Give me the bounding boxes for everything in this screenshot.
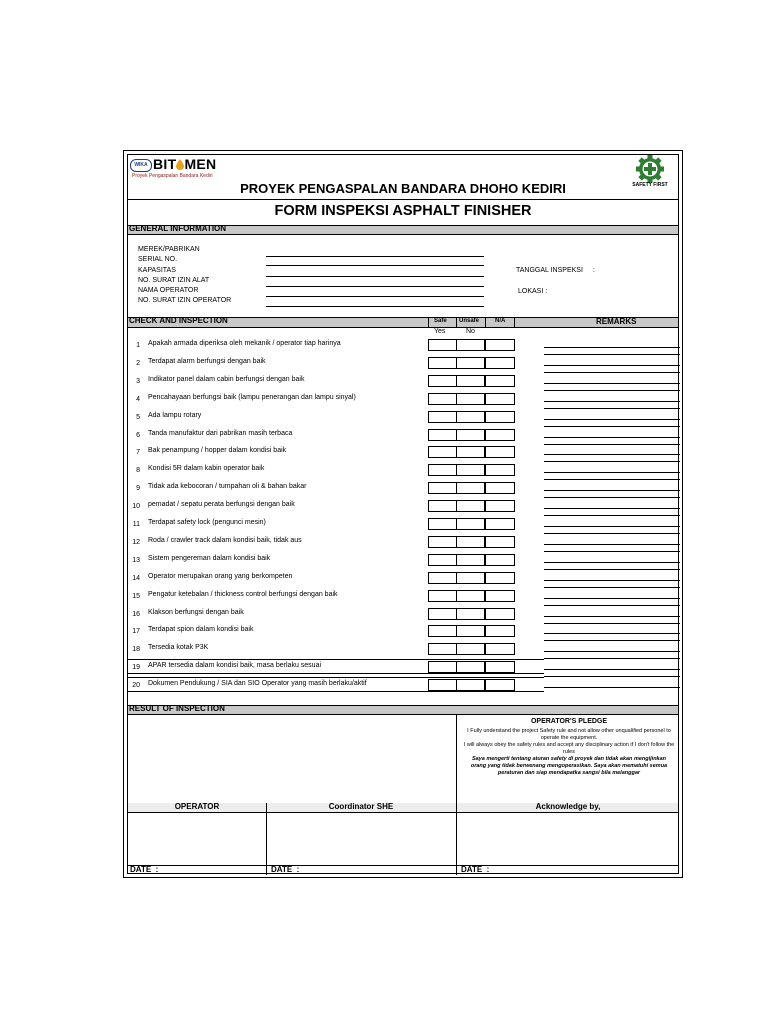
field-label-merek: MEREK/PABRIKAN	[138, 246, 200, 253]
item-text: Ada lampu rotary	[148, 411, 202, 419]
remarks-line[interactable]	[544, 479, 680, 480]
item-text: Kondisi 5R dalam kabin operator baik	[148, 465, 265, 473]
checkbox-na[interactable]	[485, 572, 515, 584]
remarks-line[interactable]	[544, 598, 680, 599]
field-line-nama-operator[interactable]	[266, 296, 484, 297]
general-information-bar	[128, 225, 678, 235]
remarks-line[interactable]	[544, 401, 680, 402]
remarks-line[interactable]	[544, 454, 680, 455]
remarks-line[interactable]	[544, 587, 680, 588]
item-text: Pengatur ketebalan / thickness control berfungsi dengan baik	[148, 590, 338, 598]
row-separator	[128, 673, 544, 674]
field-line-serial[interactable]	[266, 265, 484, 266]
checkbox-unsafe[interactable]	[456, 375, 485, 387]
operators-pledge	[458, 718, 680, 777]
checkbox-unsafe[interactable]	[456, 339, 485, 351]
checkbox-unsafe[interactable]	[456, 679, 485, 691]
item-number: 16	[132, 610, 140, 618]
item-number: 7	[136, 449, 140, 457]
field-label-nama-operator: NAMA OPERATOR	[138, 287, 199, 295]
remarks-line[interactable]	[544, 490, 680, 491]
checkbox-unsafe[interactable]	[456, 518, 485, 530]
item-number: 8	[136, 467, 140, 475]
checkbox-na[interactable]	[485, 446, 515, 458]
checkbox-na[interactable]	[485, 608, 515, 620]
checkbox-safe[interactable]	[428, 429, 457, 441]
col-unsafe-header: Unsafe	[459, 318, 480, 324]
col-safe-header: Safe	[434, 318, 447, 324]
form-title: FORM INSPEKSI ASPHALT FINISHER	[274, 203, 532, 219]
checkbox-safe[interactable]	[428, 446, 457, 458]
coordinator-date: DATE :	[271, 865, 300, 874]
checkbox-safe[interactable]	[428, 411, 457, 423]
field-line-merek[interactable]	[266, 256, 484, 257]
item-number: 12	[132, 538, 140, 546]
remarks-line[interactable]	[544, 569, 680, 570]
checkbox-na[interactable]	[485, 411, 515, 423]
checkbox-safe[interactable]	[428, 661, 457, 673]
checkbox-na[interactable]	[485, 500, 515, 512]
remarks-line[interactable]	[544, 623, 680, 624]
remarks-line[interactable]	[544, 633, 680, 634]
item-number: 3	[136, 377, 140, 385]
check-inspection-label: CHECK AND INSPECTION	[129, 316, 228, 325]
item-text: Tanda manufaktur dari pabrikan masih terbaca	[148, 429, 293, 437]
item-text: Apakah armada diperiksa oleh mekanik / operator tiap harinya	[148, 340, 341, 347]
checkbox-unsafe[interactable]	[456, 572, 485, 584]
item-number: 1	[136, 342, 140, 349]
remarks-line[interactable]	[544, 676, 680, 677]
checkbox-na[interactable]	[485, 590, 515, 602]
field-label-surat-izin-alat: NO. SURAT IZIN ALAT	[138, 276, 210, 284]
item-text: Indikator panel dalam cabin berfungsi dengan baik	[148, 375, 305, 383]
checkbox-unsafe[interactable]	[456, 411, 485, 423]
oil-drop-icon	[176, 157, 184, 168]
field-line-surat-izin-alat[interactable]	[266, 286, 484, 287]
checkbox-safe[interactable]	[428, 590, 457, 602]
remarks-line[interactable]	[544, 533, 680, 534]
remarks-line[interactable]	[544, 526, 680, 527]
checkbox-na[interactable]	[485, 679, 515, 691]
row-separator	[128, 691, 544, 692]
checkbox-unsafe[interactable]	[456, 482, 485, 494]
checkbox-unsafe[interactable]	[456, 590, 485, 602]
checkbox-na[interactable]	[485, 643, 515, 655]
item-text: Tersedia kotak P3K	[148, 644, 209, 652]
item-text: Dokumen Pendukung / SIA dan SIO Operator yang masih berlaku/aktif	[148, 680, 367, 687]
checkbox-na[interactable]	[485, 375, 515, 387]
form-inner-frame	[127, 154, 679, 874]
general-fields	[138, 246, 231, 308]
remarks-line[interactable]	[544, 497, 680, 498]
item-text: APAR tersedia dalam kondisi baik, masa berlaku sesuai	[148, 662, 322, 669]
remarks-line[interactable]	[544, 640, 680, 641]
checkbox-unsafe[interactable]	[456, 536, 485, 548]
inspection-form	[123, 150, 683, 878]
project-title: PROYEK PENGASPALAN BANDARA DHOHO KEDIRI	[240, 181, 566, 196]
pledge-english-1: I Fully understand the project Safety rule and not allow other unqualified personel to operate the equipment.	[467, 728, 671, 741]
acknowledge-date: DATE :	[461, 865, 490, 874]
remarks-line[interactable]	[544, 472, 680, 473]
remarks-line[interactable]	[544, 515, 680, 516]
pledge-indonesian: Saya mengerti tentang aturan safety di proyek dan tidak akan mengijinkan orang yang tidak berwenang mengoperasikan. Saya akan mematuhi semua peraturan dan siap mendapatka sangsi bila melanggar	[470, 756, 668, 776]
checkbox-unsafe[interactable]	[456, 625, 485, 637]
checkbox-na[interactable]	[485, 554, 515, 566]
item-text: Terdapat spion dalam kondisi baik	[148, 626, 254, 634]
check-inspection-bar	[128, 317, 678, 328]
item-number: 6	[136, 431, 140, 439]
wika-mark-icon: WIKA	[130, 159, 152, 172]
remarks-line[interactable]	[544, 508, 680, 509]
checkbox-safe[interactable]	[428, 357, 457, 369]
remarks-line[interactable]	[544, 605, 680, 606]
remarks-line[interactable]	[544, 437, 680, 438]
coordinator-signature-box[interactable]	[267, 813, 456, 863]
item-text: Pencahayaan berfungsi baik (lampu penerangan dan lampu sinyal)	[148, 393, 356, 401]
remarks-line[interactable]	[544, 390, 680, 391]
bitomen-logo	[130, 157, 230, 181]
item-text: pemadat / sepatu perata berfungsi dengan baik	[148, 501, 295, 509]
checkbox-na[interactable]	[485, 518, 515, 530]
sub-yes: Yes	[434, 328, 446, 335]
remarks-line[interactable]	[544, 347, 680, 348]
checkbox-safe[interactable]	[428, 608, 457, 620]
item-number: 13	[132, 556, 140, 564]
item-number: 14	[132, 574, 140, 582]
coordinator-she-header: Coordinator SHE	[328, 802, 394, 811]
checkbox-safe[interactable]	[428, 554, 457, 566]
remarks-line[interactable]	[544, 365, 680, 366]
checkbox-unsafe[interactable]	[456, 357, 485, 369]
remarks-line[interactable]	[544, 562, 680, 563]
remarks-line[interactable]	[544, 419, 680, 420]
field-line-kapasitas[interactable]	[266, 276, 484, 277]
item-number: 17	[132, 628, 140, 636]
brand-tagline: Proyek Pengaspalan Bandara Kediri	[132, 173, 213, 179]
item-number: 10	[132, 503, 140, 511]
brand-part-2: MEN	[184, 156, 217, 172]
remarks-line[interactable]	[544, 669, 680, 670]
checkbox-safe[interactable]	[428, 625, 457, 637]
checkbox-safe[interactable]	[428, 500, 457, 512]
checkbox-safe[interactable]	[428, 679, 457, 691]
lokasi-label: LOKASI :	[518, 288, 548, 295]
checkbox-na[interactable]	[485, 661, 515, 673]
checkbox-safe[interactable]	[428, 393, 457, 405]
row-separator	[128, 659, 544, 660]
checkbox-na[interactable]	[485, 464, 515, 476]
checkbox-unsafe[interactable]	[456, 446, 485, 458]
checkbox-safe[interactable]	[428, 536, 457, 548]
checkbox-unsafe[interactable]	[456, 464, 485, 476]
acknowledge-header: Acknowledge by,	[535, 802, 601, 811]
remarks-line[interactable]	[544, 580, 680, 581]
item-text: Sistem pengereman dalam kondisi baik	[148, 554, 271, 562]
checkbox-na[interactable]	[485, 393, 515, 405]
sub-no: No	[466, 328, 475, 335]
item-number: 4	[136, 395, 140, 403]
remarks-line[interactable]	[544, 651, 680, 652]
safety-gear-cross-icon	[624, 155, 676, 183]
remarks-line[interactable]	[544, 408, 680, 409]
item-number: 2	[136, 359, 140, 367]
item-number: 18	[132, 646, 140, 654]
safety-first-label: SAFETY FIRST	[632, 182, 668, 188]
remarks-line[interactable]	[544, 687, 680, 688]
col-remarks-header: REMARKS	[596, 317, 637, 326]
checkbox-unsafe[interactable]	[456, 643, 485, 655]
brand-name	[153, 156, 216, 172]
item-number: 11	[132, 521, 140, 528]
row-separator	[128, 677, 544, 678]
checkbox-unsafe[interactable]	[456, 554, 485, 566]
brand-part-1: BIT	[153, 156, 177, 172]
checkbox-safe[interactable]	[428, 339, 457, 351]
tanggal-inspeksi-text: TANGGAL INSPEKSI	[516, 267, 583, 274]
checkbox-unsafe[interactable]	[456, 661, 485, 673]
remarks-line[interactable]	[544, 658, 680, 659]
remarks-line[interactable]	[544, 551, 680, 552]
remarks-line[interactable]	[544, 444, 680, 445]
result-inspection-bar	[128, 705, 678, 715]
checkbox-safe[interactable]	[428, 643, 457, 655]
remarks-line[interactable]	[544, 461, 680, 462]
item-text: Bak penampung / hopper dalam kondisi baik	[148, 447, 287, 455]
item-text: Roda / crawler track dalam kondisi baik, tidak aus	[148, 536, 302, 544]
acknowledge-signature-box[interactable]	[457, 813, 680, 863]
checkbox-na[interactable]	[485, 339, 515, 351]
result-notes-area[interactable]	[128, 715, 456, 803]
checkbox-safe[interactable]	[428, 464, 457, 476]
field-line-surat-izin-operator[interactable]	[266, 306, 484, 307]
item-text: Terdapat safety lock (pengunci mesin)	[148, 519, 266, 526]
checkbox-na[interactable]	[485, 482, 515, 494]
operator-date: DATE :	[130, 865, 159, 874]
pledge-title: OPERATOR'S PLEDGE	[530, 718, 608, 725]
remarks-line[interactable]	[544, 544, 680, 545]
checkbox-unsafe[interactable]	[456, 429, 485, 441]
item-text: Operator merupakan orang yang berkompeten	[148, 572, 293, 580]
remarks-line[interactable]	[544, 372, 680, 373]
item-text: Klakson berfungsi dengan baik	[148, 608, 244, 616]
item-text: Terdapat alarm berfungsi dengan baik	[148, 357, 266, 365]
checkbox-unsafe[interactable]	[456, 393, 485, 405]
operator-signature-box[interactable]	[128, 813, 266, 863]
field-label-kapasitas: KAPASITAS	[138, 266, 176, 274]
item-number: 5	[136, 413, 140, 421]
tanggal-inspeksi-label	[516, 267, 595, 274]
remarks-line[interactable]	[544, 616, 680, 617]
item-number: 15	[132, 592, 140, 600]
checkbox-na[interactable]	[485, 429, 515, 441]
checkbox-safe[interactable]	[428, 572, 457, 584]
checkbox-na[interactable]	[485, 625, 515, 637]
item-number: 19	[132, 664, 140, 671]
remarks-line[interactable]	[544, 426, 680, 427]
checkbox-unsafe[interactable]	[456, 500, 485, 512]
item-number: 20	[132, 682, 140, 689]
remarks-line[interactable]	[544, 354, 680, 355]
operator-header: OPERATOR	[174, 802, 220, 811]
general-information-label: GENERAL INFORMATION	[129, 224, 227, 233]
remarks-line[interactable]	[544, 383, 680, 384]
checkbox-safe[interactable]	[428, 375, 457, 387]
checkbox-safe[interactable]	[428, 482, 457, 494]
result-inspection-label: RESULT OF INSPECTION	[129, 704, 225, 713]
field-label-serial: SERIAL NO.	[138, 256, 178, 264]
checkbox-na[interactable]	[485, 357, 515, 369]
tanggal-colon: :	[592, 267, 595, 274]
item-text: Tidak ada kebocoran / tumpahan oli & bahan bakar	[148, 483, 307, 491]
checkbox-na[interactable]	[485, 536, 515, 548]
checkbox-safe[interactable]	[428, 518, 457, 530]
pledge-english-2: I will always obey the safety rules and accept any disciplinary action if I don't follow the rules	[463, 742, 675, 755]
field-label-surat-izin-operator: NO. SURAT IZIN OPERATOR	[138, 297, 232, 305]
col-na-header: N/A	[495, 318, 506, 324]
checkbox-unsafe[interactable]	[456, 608, 485, 620]
item-number: 9	[136, 485, 140, 493]
